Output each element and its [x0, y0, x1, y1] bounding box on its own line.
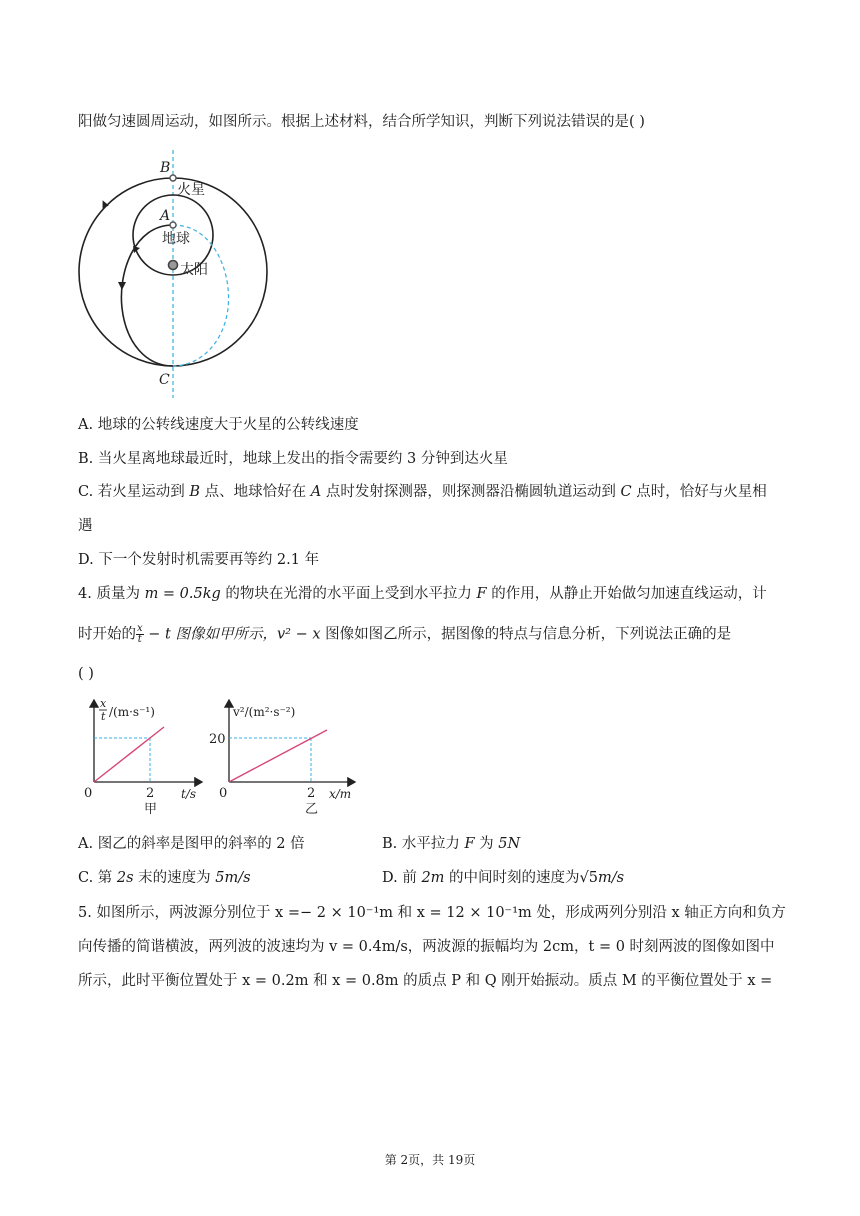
q5-line1: 5. 如图所示，两波源分别位于 x =− 2 × 10⁻¹m 和 x = 12 × 10⁻¹m 处，形成两列分别沿 x 轴正方向和负方: [78, 905, 786, 921]
jia-caption: 甲: [144, 802, 158, 817]
jia-y-num: x: [100, 697, 107, 710]
jia-y-unit: /(m·s⁻¹): [109, 705, 155, 719]
point-b: [170, 175, 176, 181]
jia-origin: 0: [84, 786, 93, 801]
yi-y-label: v²/(m²·s⁻²): [233, 705, 296, 719]
q3-option-c-line2: 遇: [78, 518, 93, 534]
yi-y-tick: 20: [209, 732, 226, 747]
yi-x-tick: 2: [307, 786, 316, 801]
q3-option-c-line1: C. 若火星运动到 B 点、地球恰好在 A 点时发射探测器，则探测器沿椭圆轨道运动到 C 点时，恰好与火星相: [78, 484, 767, 500]
label-b: B: [160, 160, 171, 176]
q4-option-d: D. 前 2m 的中间时刻的速度为√5m/s: [382, 870, 625, 886]
jia-y-den: t: [101, 710, 106, 723]
q4-line3: ( ): [78, 666, 94, 682]
sun-marker: [169, 261, 178, 270]
yi-caption: 乙: [305, 802, 319, 817]
yi-origin: 0: [219, 786, 228, 801]
orbit-figure: [74, 148, 274, 400]
label-sun: 太阳: [180, 262, 208, 278]
q4-line2: 时开始的 $\frac{x}{t}$ − t 图像如甲所示，v² − x 图像如图乙所示，据图像的特点与信息分析，下列说法正确的是: [78, 623, 732, 645]
yi-data-line: [229, 730, 327, 782]
q3-option-a: A. 地球的公转线速度大于火星的公转线速度: [78, 417, 359, 433]
q3-option-d: D. 下一个发射时机需要再等约 2.1 年: [78, 552, 320, 568]
jia-data-line: [94, 727, 164, 782]
jia-x-label: t/s: [181, 787, 197, 801]
label-c: C: [159, 372, 170, 388]
page-footer: 第 2页，共 19页: [384, 1153, 476, 1167]
jia-x-tick: 2: [146, 786, 155, 801]
transfer-arrow: [118, 282, 126, 290]
intro-text: 阳做匀速圆周运动，如图所示。根据上述材料，结合所学知识，判断下列说法错误的是( ): [78, 114, 645, 130]
q5-line3: 所示，此时平衡位置处于 x = 0.2m 和 x = 0.8m 的质点 P 和 Q 刚开始振动。质点 M 的平衡位置处于 x =: [78, 973, 773, 989]
yi-x-label: x/m: [329, 787, 352, 801]
q3-option-b: B. 当火星离地球最近时，地球上发出的指令需要约 3 分钟到达火星: [78, 451, 508, 467]
point-a: [170, 222, 176, 228]
label-earth: 地球: [162, 231, 190, 247]
graph-jia: [78, 696, 208, 822]
q4-line1: 4. 质量为 m = 0.5kg 的物块在光滑的水平面上受到水平拉力 F 的作用，从静止开始做匀加速直线运动，计: [78, 586, 767, 602]
label-a: A: [160, 208, 171, 224]
q4-option-b: B. 水平拉力 F 为 5N: [382, 836, 521, 852]
q4-option-a: A. 图乙的斜率是图甲的斜率的 2 倍: [78, 836, 305, 852]
xt-fraction: $\frac{x}{t}$: [137, 623, 143, 645]
graph-yi: [205, 696, 365, 822]
q4-option-c: C. 第 2s 末的速度为 5m/s: [78, 870, 251, 886]
q5-line2: 向传播的简谐横波，两列波的波速均为 v = 0.4m/s，两波源的振幅均为 2cm，t = 0 时刻两波的图像如图中: [78, 939, 775, 955]
label-mars: 火星: [177, 182, 205, 198]
